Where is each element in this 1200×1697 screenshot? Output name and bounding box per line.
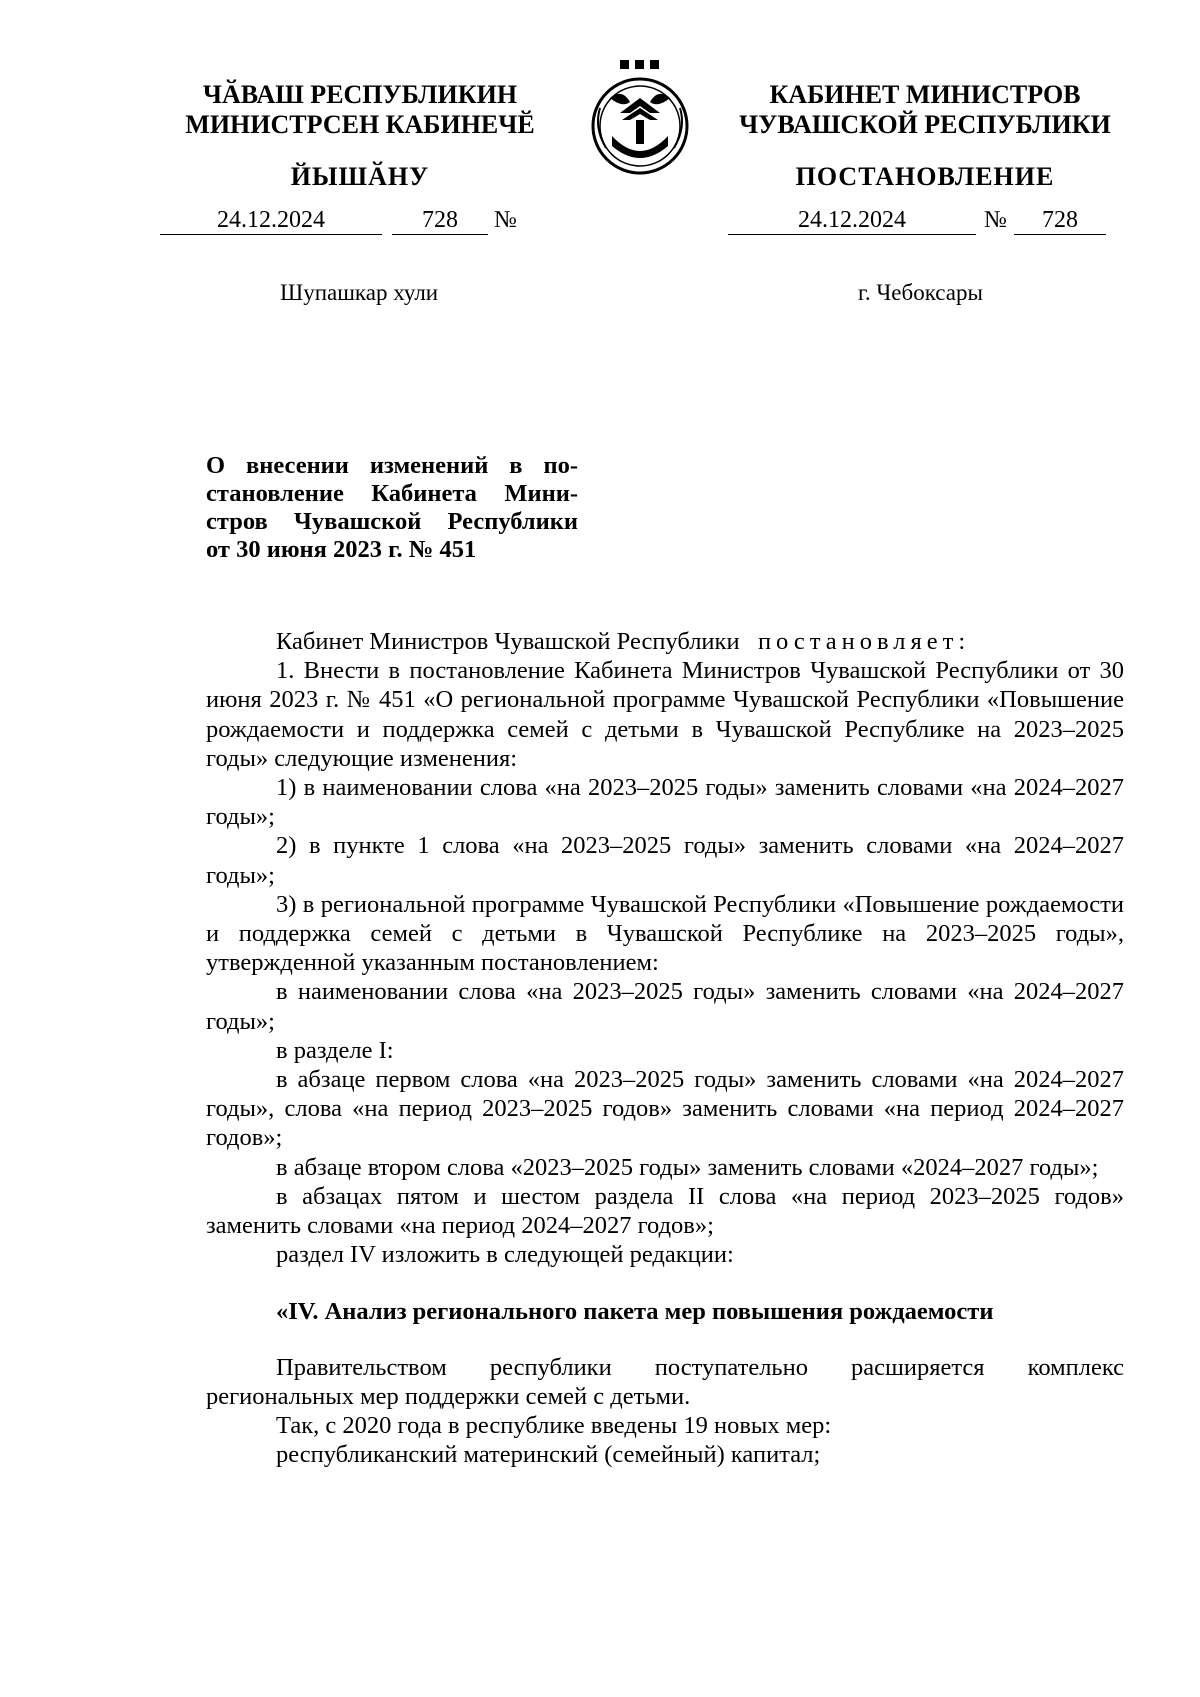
- intro-text: Кабинет Министров Чувашской Республики: [276, 628, 740, 655]
- city-chuvash: Шупашкар хули: [280, 280, 439, 305]
- section-paragraph: Так, с 2020 года в республике введены 19 новых мер:: [276, 1412, 832, 1440]
- issuer-russian-line1: КАБИНЕТ МИНИСТРОВ: [769, 80, 1081, 109]
- body-paragraph: в наименовании слова «на 2023–2025 годы» заменить словами «на 2024–2027 годы»;: [206, 978, 1124, 1035]
- number-right: 728: [1014, 206, 1106, 235]
- date-left: 24.12.2024: [160, 206, 382, 235]
- title-line: от 30 июня 2023 г. № 451: [206, 536, 477, 563]
- title-line: О внесении изменений в по-: [206, 452, 578, 479]
- issuer-chuvash-line1: ЧӐВАШ РЕСПУБЛИКИН: [202, 80, 518, 109]
- coat-of-arms-chuvashia-icon: [570, 58, 710, 178]
- title-line: стров Чувашской Республики: [206, 508, 578, 535]
- title-line: становление Кабинета Мини-: [206, 480, 578, 507]
- issuer-chuvash-line2: МИНИСТРСЕН КАБИНЕЧӖ: [185, 110, 535, 139]
- body-paragraph: 3) в региональной программе Чувашской Республики «Повышение рождаемости и поддержка семей с детьми в Чувашской Республике на 2023–2025 годы», утвержденной указанным постановлением:: [206, 890, 1124, 977]
- document-body: [206, 627, 1124, 1469]
- doc-type-russian: ПОСТАНОВЛЕНИЕ: [795, 162, 1055, 191]
- issuer-chuvash-name: [170, 80, 550, 140]
- body-paragraph: 2) в пункте 1 слова «на 2023–2025 годы» заменить словами «на 2024–2027 годы»;: [206, 832, 1124, 889]
- body-paragraph: 1) в наименовании слова «на 2023–2025 годы» заменить словами «на 2024–2027 годы»;: [206, 774, 1124, 831]
- doc-type-chuvash: ЙЫШӐНУ: [290, 162, 430, 191]
- body-paragraph: раздел IV изложить в следующей редакции:: [276, 1241, 734, 1269]
- city-russian: г. Чебоксары: [858, 280, 983, 305]
- issuer-russian-name: [720, 80, 1130, 140]
- number-sign-right: №: [984, 207, 1007, 233]
- date-right: 24.12.2024: [728, 206, 976, 235]
- body-paragraph: в абзаце втором слова «2023–2025 годы» заменить словами «2024–2027 годы»;: [276, 1153, 1099, 1181]
- issuer-russian-line2: ЧУВАШСКОЙ РЕСПУБЛИКИ: [739, 110, 1111, 139]
- body-paragraph: в разделе I:: [276, 1036, 394, 1064]
- section-paragraph: Правительством республики поступательно расширяется комплекс региональных мер поддержки семей с детьми.: [206, 1353, 1124, 1410]
- body-paragraph: в абзацах пятом и шестом раздела II слова «на период 2023–2025 годов» заменить словами «на период 2024–2027 годов»;: [206, 1182, 1124, 1240]
- document-title: [206, 452, 578, 564]
- body-paragraph: в абзаце первом слова «на 2023–2025 годы» заменить словами «на 2024–2027 годы», слова «на период 2023–2025 годов» заменить словами «на период 2024–2027 годов»;: [206, 1066, 1124, 1152]
- number-left: 728: [392, 206, 488, 235]
- intro-paragraph: [206, 627, 1124, 656]
- section-paragraph: республиканский материнский (семейный) капитал;: [276, 1441, 821, 1469]
- section-title: «IV. Анализ регионального пакета мер повышения рождаемости: [276, 1298, 994, 1326]
- number-sign-left: №: [494, 207, 517, 233]
- body-paragraph: 1. Внести в постановление Кабинета Министров Чувашской Республики от 30 июня 2023 г. № 451 «О региональной программе Чувашской Республики «Повышение рождаемости и поддержка семей с детьми в Чувашской Республике на 2023–2025 годы» следующие изменения:: [206, 657, 1124, 772]
- intro-verb: постановляет:: [757, 628, 971, 655]
